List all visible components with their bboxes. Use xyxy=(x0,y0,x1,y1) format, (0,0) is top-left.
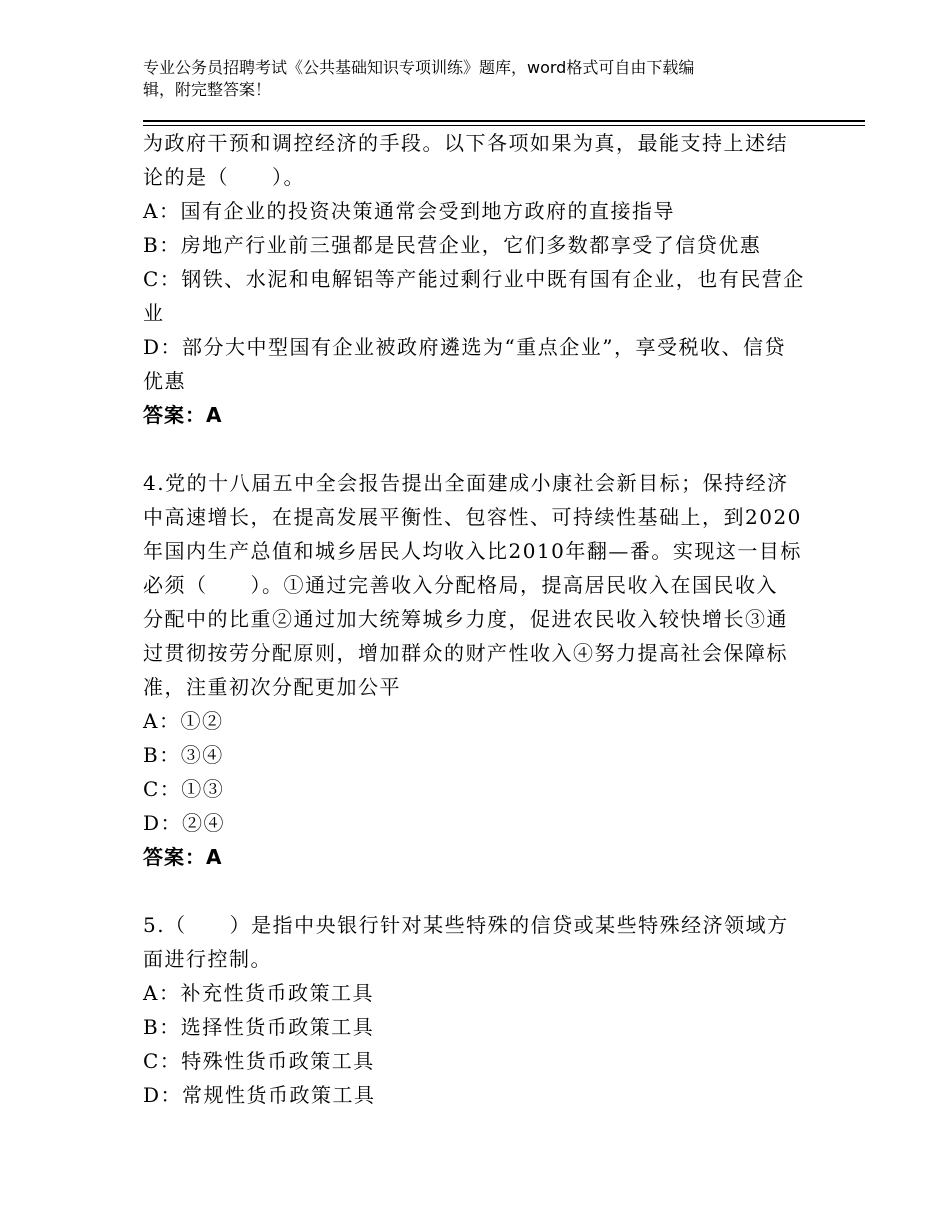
question-stem: 分配中的比重②通过加大统筹城乡力度，促进农民收入较快增长③通 xyxy=(143,607,788,631)
option-b: B：③④ xyxy=(143,743,224,767)
question-stem: 准，注重初次分配更加公平 xyxy=(143,675,401,699)
question-stem: 4.党的十八届五中全会报告提出全面建成小康社会新目标；保持经济 xyxy=(143,471,789,495)
question-stem: 为政府干预和调控经济的手段。以下各项如果为真，最能支持上述结 xyxy=(143,131,788,155)
option-a: A：①② xyxy=(143,709,224,733)
option-d: D：②④ xyxy=(143,811,226,835)
option-c: C：特殊性货币政策工具 xyxy=(143,1049,375,1073)
question-4 xyxy=(143,466,808,874)
header-rule-thick xyxy=(143,120,865,122)
option-a: A：国有企业的投资决策通常会受到地方政府的直接指导 xyxy=(143,199,675,223)
question-stem: 面进行控制。 xyxy=(143,947,272,971)
option-c: C：钢铁、水泥和电解铝等产能过剩行业中既有国有企业，也有民营企 xyxy=(143,267,805,291)
header-line-2: 辑，附完整答案！ xyxy=(143,80,272,99)
option-c-continued: 业 xyxy=(143,301,165,325)
option-d: D：部分大中型国有企业被政府遴选为“重点企业”，享受税收、信贷 xyxy=(143,335,786,359)
question-stem: 中高速增长，在提高发展平衡性、包容性、可持续性基础上，到2020 xyxy=(143,505,802,529)
option-b: B：房地产行业前三强都是民营企业，它们多数都享受了信贷优惠 xyxy=(143,233,762,257)
spacer xyxy=(143,432,808,466)
question-5 xyxy=(143,908,808,1112)
question-stem: 论的是（ ）。 xyxy=(143,165,305,189)
question-3 xyxy=(143,126,808,432)
document-body xyxy=(143,126,808,1112)
option-c: C：①③ xyxy=(143,777,225,801)
header-line-1: 专业公务员招聘考试《公共基础知识专项训练》题库，word格式可自由下载编 xyxy=(143,58,695,77)
question-stem: 5.（ ）是指中央银行针对某些特殊的信贷或某些特殊经济领域方 xyxy=(143,913,789,937)
question-stem: 年国内生产总值和城乡居民人均收入比2010年翻—番。实现这一目标 xyxy=(143,539,802,563)
option-d: D：常规性货币政策工具 xyxy=(143,1083,376,1107)
spacer xyxy=(143,874,808,908)
document-header xyxy=(143,57,803,101)
answer: 答案：A xyxy=(143,403,223,427)
option-d-continued: 优惠 xyxy=(143,369,186,393)
option-b: B：选择性货币政策工具 xyxy=(143,1015,375,1039)
question-stem: 必须（ ）。①通过完善收入分配格局，提高居民收入在国民收入 xyxy=(143,573,778,597)
question-stem: 过贯彻按劳分配原则，增加群众的财产性收入④努力提高社会保障标 xyxy=(143,641,788,665)
answer: 答案：A xyxy=(143,845,223,869)
option-a: A：补充性货币政策工具 xyxy=(143,981,374,1005)
